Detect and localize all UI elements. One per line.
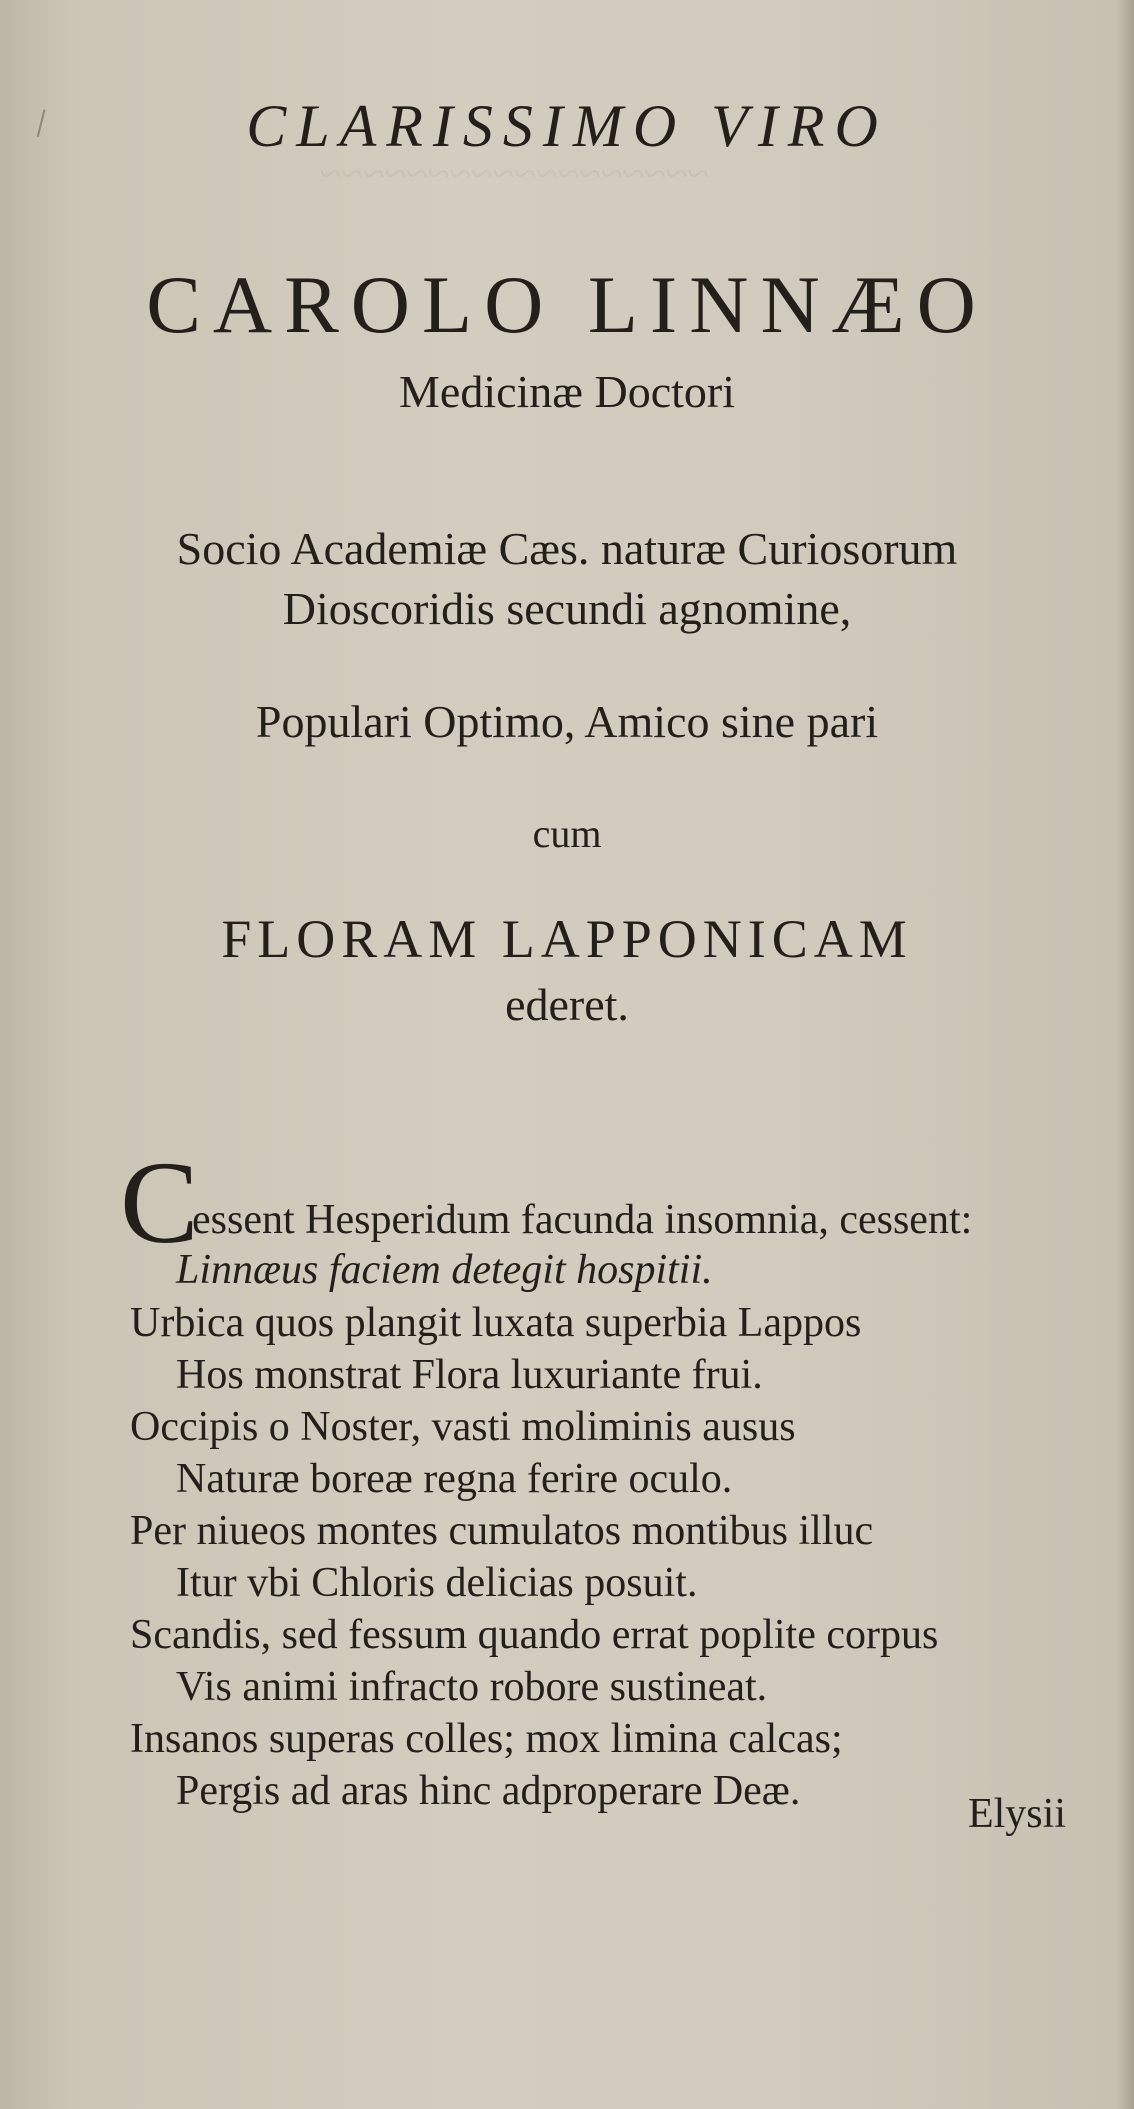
- bleed-through-texture: ~~~~~~~~~~~~~~~~~~: [320, 151, 710, 196]
- work-title: FLORAM LAPPONICAM: [221, 909, 913, 969]
- poem-line-5: Occipis o Noster, vasti moliminis ausus: [130, 1404, 796, 1450]
- poem-line-2: Linnæus faciem detegit hospitii.: [176, 1247, 713, 1293]
- poem-line-3: Urbica quos plangit luxata superbia Lappos: [130, 1300, 862, 1346]
- poem-line-12: Pergis ad aras hinc adproperare Deæ.: [176, 1768, 801, 1814]
- dedication-line-5: ederet.: [505, 979, 629, 1030]
- poem-line-10: Vis animi infracto robore sustineat.: [176, 1664, 768, 1710]
- catchword: Elysii: [967, 1791, 1066, 1837]
- dedication-line-1: Socio Academiæ Cæs. naturæ Curiosorum: [176, 523, 958, 574]
- dedicatee-title: Medicinæ Doctori: [399, 366, 735, 417]
- poem-line-1: essent Hesperidum facunda insomnia, cessent:: [192, 1197, 973, 1243]
- dedication-line-3: Populari Optimo, Amico sine pari: [255, 696, 879, 747]
- dedicatee-name: CAROLO LINNÆO: [146, 259, 988, 350]
- poem-line-9: Scandis, sed fessum quando errat poplite corpus: [130, 1612, 939, 1658]
- dedication-line-2: Dioscoridis secundi agnomine,: [282, 583, 852, 634]
- dedication-heading: CLARISSIMO VIRO: [246, 93, 888, 159]
- poem-line-6: Naturæ boreæ regna ferire oculo.: [176, 1456, 733, 1502]
- poem-line-8: Itur vbi Chloris delicias posuit.: [176, 1560, 698, 1606]
- poem-line-11: Insanos superas colles; mox limina calcas;: [130, 1716, 843, 1762]
- poem-line-7: Per niueos montes cumulatos montibus illuc: [130, 1508, 874, 1554]
- drop-cap: C: [120, 1137, 199, 1268]
- poem-line-4: Hos monstrat Flora luxuriante frui.: [176, 1352, 763, 1398]
- dedication-line-4: cum: [532, 811, 602, 856]
